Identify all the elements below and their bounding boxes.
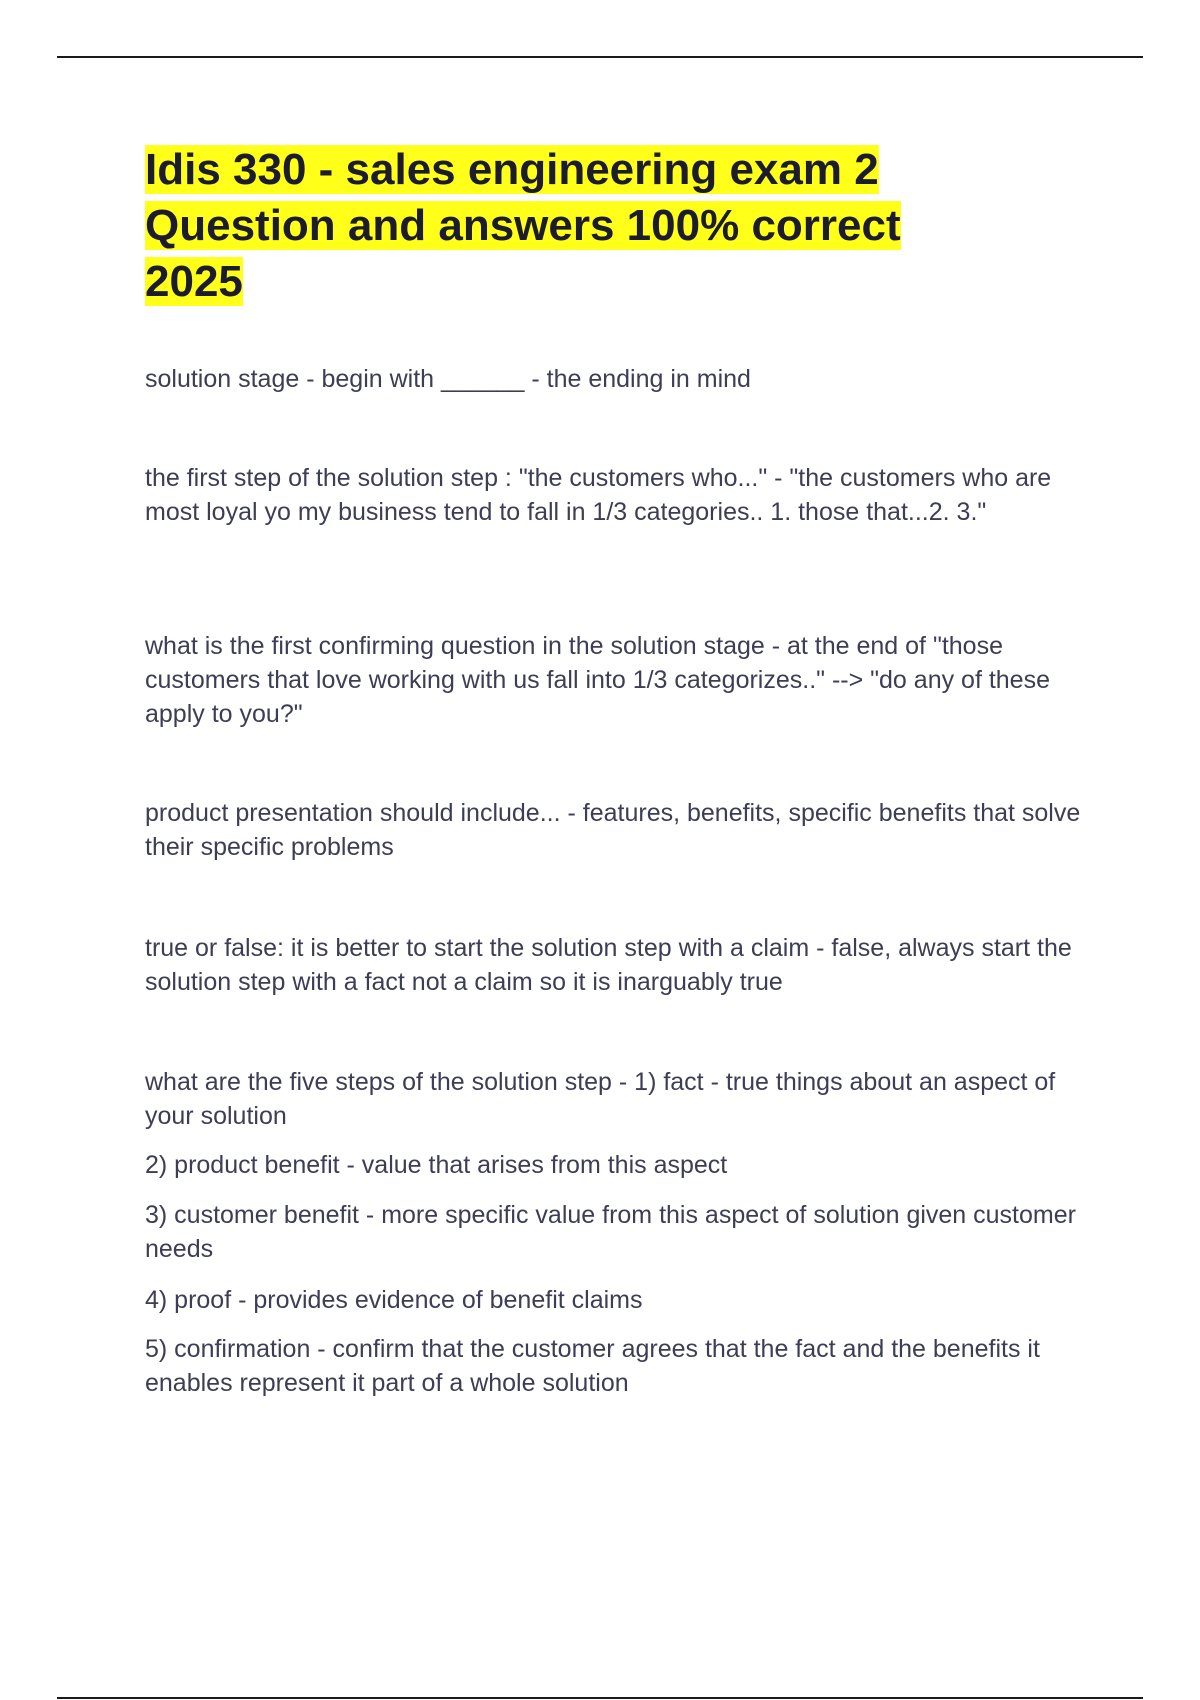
qa-paragraph-6: what are the five steps of the solution step - 1) fact - true things about an aspect of your solution: [145, 1068, 1056, 1130]
title-line-3: 2025: [145, 257, 243, 306]
top-rule: [57, 56, 1143, 58]
qa-list-item-3: 3) customer benefit - more specific value from this aspect of solution given customer needs: [145, 1201, 1076, 1263]
document-title: [145, 142, 1045, 310]
qa-list-item-2: 2) product benefit - value that arises from this aspect: [145, 1151, 728, 1179]
qa-paragraph-3: what is the first confirming question in the solution stage - at the end of "those customers that love working with us fall into 1/3 categorizes.." --> "do any of these apply to you?": [145, 632, 1050, 728]
qa-paragraph-5: true or false: it is better to start the solution step with a claim - false, always start the solution step with a fact not a claim so it is inarguably true: [145, 934, 1072, 996]
qa-paragraph-2: the first step of the solution step : "the customers who..." - "the customers who are most loyal yo my business tend to fall in 1/3 categories.. 1. those that...2. 3.": [145, 464, 1052, 526]
title-line-1: Idis 330 - sales engineering exam 2: [145, 145, 879, 194]
qa-list-item-4: 4) proof - provides evidence of benefit claims: [145, 1286, 643, 1314]
qa-paragraph-1: solution stage - begin with ______ - the ending in mind: [145, 365, 751, 393]
qa-list-item-5: 5) confirmation - confirm that the customer agrees that the fact and the benefits it enables represent it part of a whole solution: [145, 1335, 1040, 1397]
qa-paragraph-4: product presentation should include... - features, benefits, specific benefits that solve their specific problems: [145, 799, 1081, 861]
bottom-rule: [57, 1697, 1143, 1699]
title-line-2: Question and answers 100% correct: [145, 201, 901, 250]
